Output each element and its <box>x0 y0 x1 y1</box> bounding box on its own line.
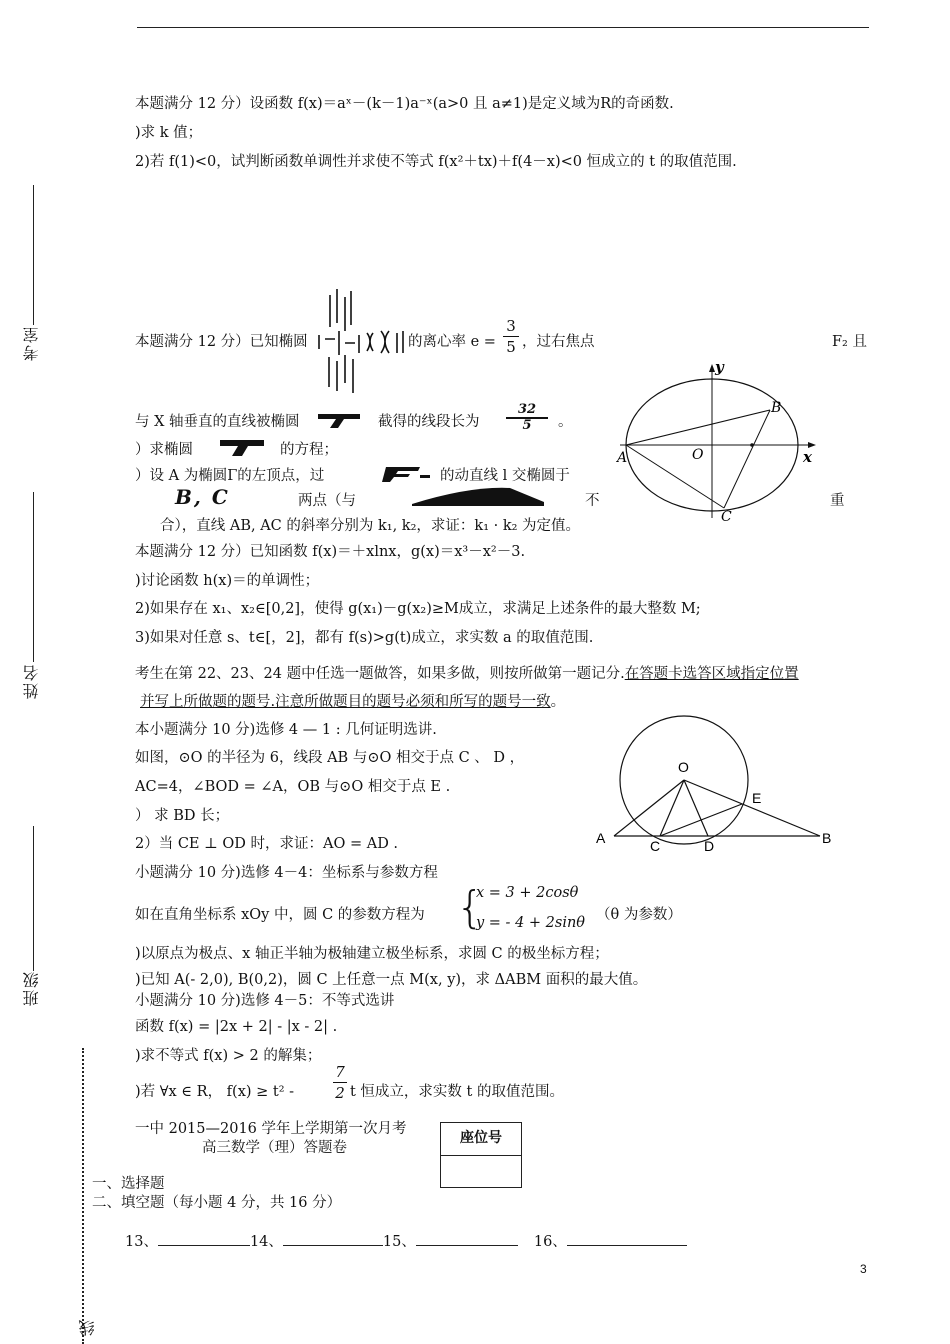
q22-line3: 2)如果存在 x₁、x₂∈[0,2]，使得 g(x₁)－g(x₂)≥M成立，求满足上述条件的最大整数 M; <box>135 601 701 617</box>
label-o: O <box>678 759 689 775</box>
blank-13-field[interactable] <box>158 1231 250 1246</box>
q24-line3: )以原点为极点、x 轴正半轴为极轴建立极坐标系，求圆 C 的极坐标方程； <box>135 946 609 962</box>
param-eq-x: x = 3 + 2cosθ <box>476 885 579 901</box>
label-x: x <box>803 448 812 466</box>
notice-underlined: 在答题卡选答区域指定位置 <box>624 666 799 682</box>
q24-line2b: （θ 为参数） <box>596 907 682 923</box>
seven-halves-fraction <box>333 1062 347 1103</box>
q21-line5b: 两点（与 <box>298 493 356 509</box>
gamma-symbol-garbled <box>316 410 362 430</box>
eccentricity-fraction <box>503 316 519 357</box>
label-c: C <box>650 838 661 854</box>
notice-underlined-2: 并写上所做题的题号.注意所做题目的题号必须和所写的题号一致 <box>140 694 551 710</box>
ellipse-figure <box>612 360 827 525</box>
q23-line2: 如图，⊙O 的半径为 6，线段 AB 与⊙O 相交于点 C 、 D ， <box>135 750 525 766</box>
q23-line1: 本小题满分 10 分)选修 4 — 1 : 几何证明选讲. <box>135 722 437 738</box>
q21-line1a: 本题满分 12 分）已知椭圆 <box>135 334 308 350</box>
side-rule-exam <box>33 185 34 325</box>
fraction-numerator: 3 <box>503 316 519 337</box>
q21-line5a: B, C <box>175 485 230 509</box>
q21-line6: 合），直线 AB, AC 的斜率分别为 k₁, k₂，求证：k₁ · k₂ 为定值。 <box>160 518 581 534</box>
blank-16-field[interactable] <box>567 1231 687 1246</box>
q25-line4a: )若 ∀x ∈ R， f(x) ≥ t² - <box>135 1084 295 1100</box>
f2-symbol-garbled <box>380 463 432 483</box>
segment-length-fraction <box>506 403 548 433</box>
label-c: C <box>721 509 732 525</box>
blank-row <box>125 1230 687 1251</box>
blank-13-label: 13、 <box>125 1234 158 1250</box>
q21-line4: ）设 A 为椭圆Γ的左顶点，过 <box>135 468 325 484</box>
q25-line2: 函数 f(x) = |2x + 2| - |x - 2| . <box>135 1019 338 1035</box>
parametric-brace: { <box>456 882 484 933</box>
segment-a-c <box>626 445 724 508</box>
segment-a-b <box>626 410 770 445</box>
param-eq-y: y = - 4 + 2sinθ <box>476 915 586 931</box>
q24-line2a: 如在直角坐标系 xOy 中，圆 C 的参数方程为 <box>135 907 425 923</box>
label-o: O <box>692 447 704 463</box>
q22-line1: 本题满分 12 分）已知函数 f(x)＝＋xlnx，g(x)＝x³－x²－3. <box>135 544 526 560</box>
q22-line4: 3)如果对任意 s、t∈[，2]，都有 f(s)>g(t)成立，求实数 a 的取值范围. <box>135 630 594 646</box>
q21-line4b: 的动直线 l 交椭圆于 <box>440 468 570 484</box>
q25-line3: )求不等式 f(x) > 2 的解集； <box>135 1048 322 1064</box>
label-b: B <box>771 400 782 416</box>
label-d: D <box>704 838 715 854</box>
class-label: 班级 <box>22 970 41 1006</box>
gamma-symbol-garbled-2 <box>216 437 266 457</box>
q23-line4: ） 求 BD 长； <box>135 808 230 824</box>
fraction-denominator: 5 <box>506 338 516 356</box>
q20-line3: 2)若 f(1)<0，试判断函数单调性并求使不等式 f(x²＋tx)＋f(4－x)<0 恒成立的 t 的取值范围. <box>135 154 737 170</box>
q21-line5c: 不 <box>585 493 600 509</box>
q21-line5d: 重 <box>830 493 845 509</box>
ellipse-equation-garbled <box>315 287 407 395</box>
fraction-numerator: 32 <box>506 403 548 419</box>
q20-line2: )求 k 值； <box>135 125 203 141</box>
focus-point <box>750 443 754 447</box>
q21-line2a: 与 X 轴垂直的直线被椭圆 <box>135 414 300 430</box>
q25-line4b: t 恒成立，求实数 t 的取值范围。 <box>350 1084 564 1100</box>
top-rule <box>137 27 869 28</box>
side-rule-class <box>33 826 34 971</box>
answer-sheet-title: 一中 2015—2016 学年上学期第一次月考 <box>135 1121 407 1137</box>
q21-line2b: 截得的线段长为 <box>378 414 480 430</box>
q24-line4: )已知 A(- 2,0), B(0,2)，圆 C 上任意一点 M(x, y)，求 ΔABM 面积的最大值。 <box>135 972 648 988</box>
label-b: B <box>822 830 832 846</box>
section-fill-in: 二、填空题（每小题 4 分，共 16 分） <box>92 1195 342 1211</box>
q22-line2: )讨论函数 h(x)＝的单调性； <box>135 573 320 589</box>
label-a: A <box>617 450 628 466</box>
q21-line3: ）求椭圆 <box>135 442 193 458</box>
fraction-denominator: 5 <box>522 418 532 433</box>
page-number: 3 <box>860 1262 867 1276</box>
q23-line3: AC=4，∠BOD = ∠A，OB 与⊙O 相交于点 E . <box>135 779 451 795</box>
blank-15-label: 15、 <box>382 1234 416 1250</box>
section-choice: 一、选择题 <box>92 1176 165 1192</box>
blank-14-label: 14、 <box>249 1234 283 1250</box>
seat-number-label: 座位号 <box>441 1123 521 1156</box>
name-label: 姓名 <box>22 663 41 699</box>
fraction-denominator: 2 <box>335 1084 345 1102</box>
circle-figure <box>592 708 842 858</box>
label-y: y <box>715 360 724 376</box>
q21-line3b: 的方程； <box>280 442 338 458</box>
q25-line1: 小题满分 10 分)选修 4－5：不等式选讲 <box>135 993 395 1009</box>
notice-line2 <box>140 690 565 711</box>
notice-end: 。 <box>550 694 566 710</box>
blank-14-field[interactable] <box>283 1231 383 1246</box>
blank-15-field[interactable] <box>416 1231 518 1246</box>
binding-line-label: 线 <box>78 1318 97 1336</box>
segment-b-c <box>724 410 770 508</box>
point-a-symbol-garbled <box>410 484 546 506</box>
q20-line1: 本题满分 12 分）设函数 f(x)＝aˣ－(k－1)a⁻ˣ(a>0 且 a≠1)是定义域为R的奇函数. <box>135 96 674 112</box>
q23-line5: 2）当 CE ⊥ OD 时，求证：AO = AD . <box>135 836 399 852</box>
seat-number-box <box>440 1122 522 1188</box>
q21-line1c: ，过右焦点 <box>522 334 595 350</box>
q21-line2e: 。 <box>558 414 573 430</box>
q24-line1: 小题满分 10 分)选修 4－4：坐标系与参数方程 <box>135 865 438 881</box>
fraction-numerator: 7 <box>333 1062 347 1083</box>
label-e: E <box>752 790 762 806</box>
segment-o-a <box>614 780 684 836</box>
q21-line1b: 的离心率 e = <box>408 334 496 350</box>
notice-text: 考生在第 22、23、24 题中任选一题做答，如果多做，则按所做第一题记分. <box>135 666 625 682</box>
label-a: A <box>596 830 606 846</box>
exam-room-label: 考室 <box>22 325 41 361</box>
notice-line1 <box>135 662 799 683</box>
q21-line1d: F₂ 且 <box>832 334 867 350</box>
binding-dotted-line <box>82 1048 84 1344</box>
side-rule-name <box>33 492 34 662</box>
answer-sheet-subtitle: 高三数学（理）答题卷 <box>202 1140 347 1156</box>
blank-16-label: 16、 <box>533 1234 567 1250</box>
